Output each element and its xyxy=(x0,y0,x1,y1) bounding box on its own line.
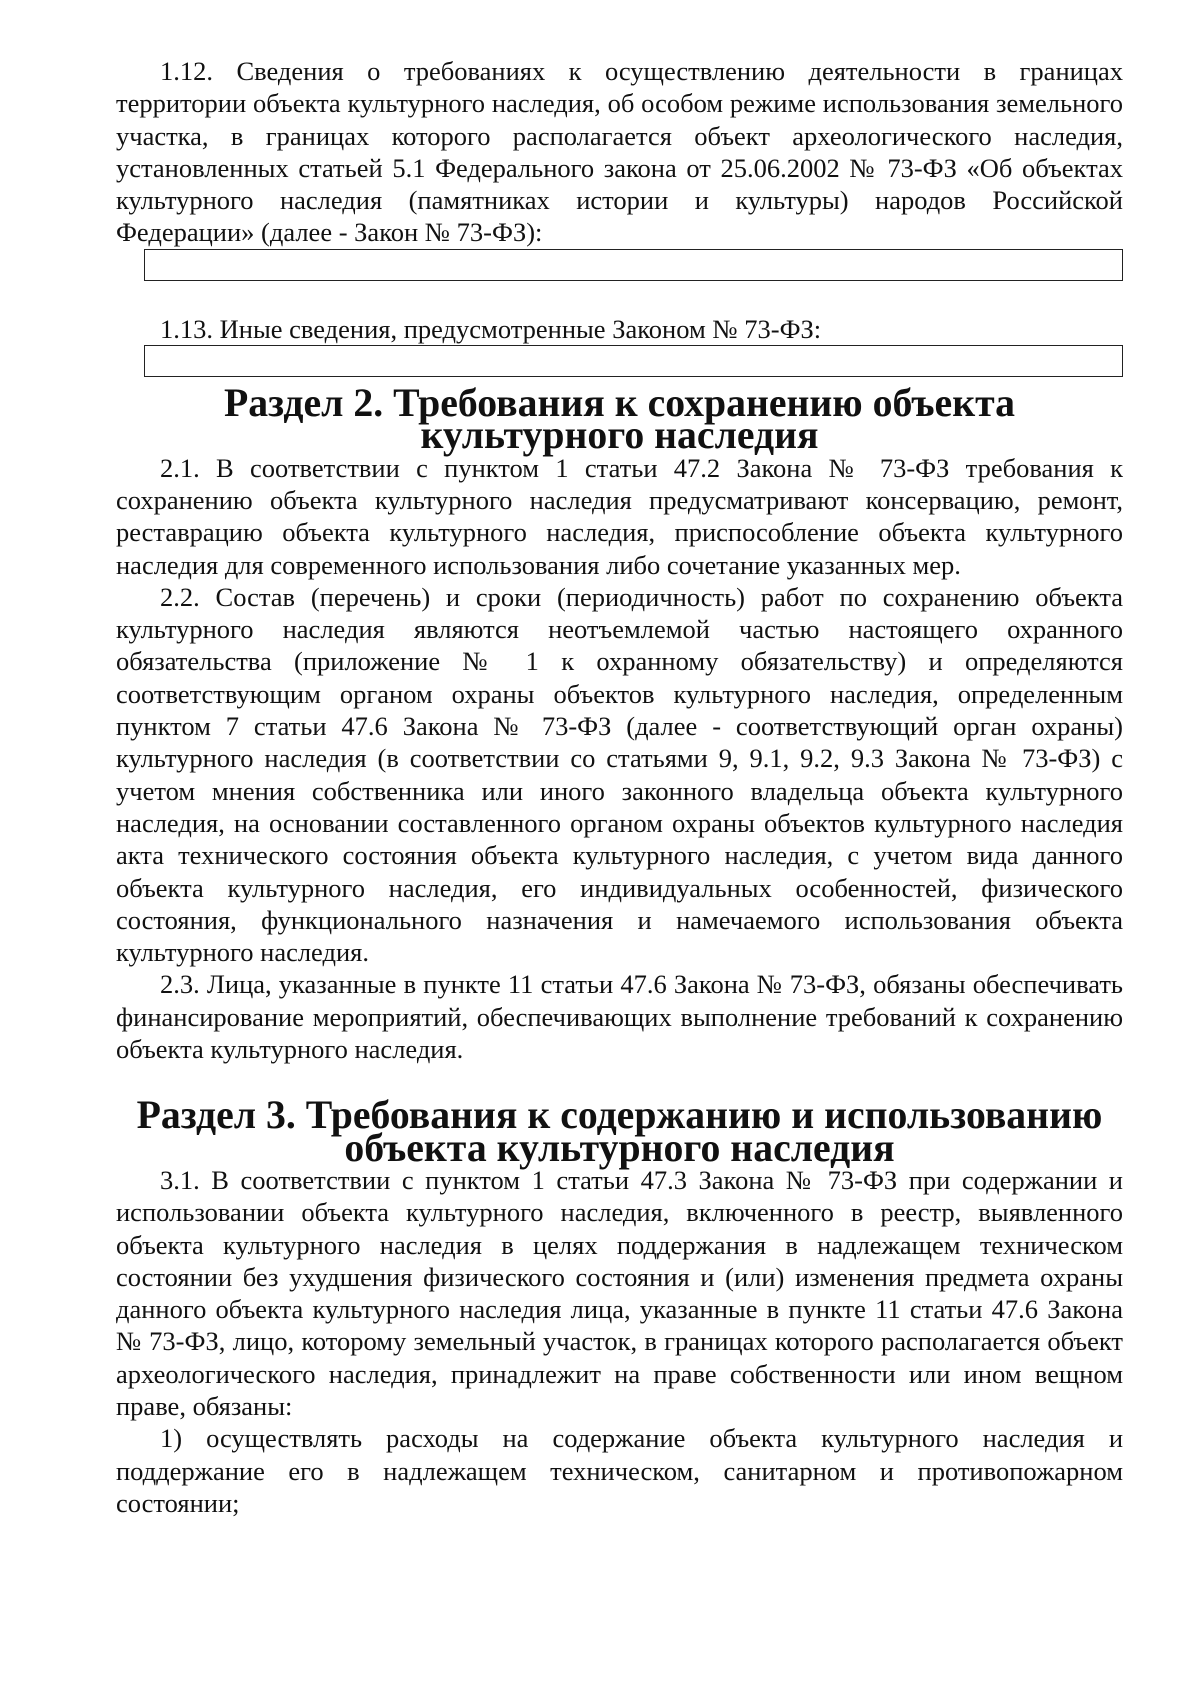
paragraph-1-13: 1.13. Иные сведения, предусмотренные Законом № 73-ФЗ: xyxy=(160,313,822,344)
paragraph-2-3: 2.3. Лица, указанные в пункте 11 статьи 47.6 Закона № 73-ФЗ, обязаны обеспечивать финансирование мероприятий, обеспечивающих выполнение требований к сохранению объекта культурного наследия. xyxy=(116,969,1123,1065)
paragraph-1-12: 1.12. Сведения о требованиях к осуществлению деятельности в границах территории объекта культурного наследия, об особом режиме использования земельного участка, в границах которого располагается объект археологического наследия, установленных статьей 5.1 Федерального закона от 25.06.2002 № 73-ФЗ «Об объектах культурного наследия (памятниках истории и культуры) народов Российской Федерации» (далее - Закон № 73-ФЗ): xyxy=(116,56,1123,248)
paragraph-3-1-1: 1) осуществлять расходы на содержание объекта культурного наследия и поддержание его в надлежащем техническом, санитарном и противопожарном состоянии; xyxy=(116,1423,1123,1518)
paragraph-2-2: 2.2. Состав (перечень) и сроки (периодичность) работ по сохранению объекта культурного наследия являются неотъемлемой частью настоящего охранного обязательства (приложение № 1 к охранному обязательству) и определяются соответствующим органом охраны объектов культурного наследия, определенным пунктом 7 статьи 47.6 Закона № 73-ФЗ (далее - соответствующий орган охраны) культурного наследия (в соответствии со статьями 9, 9.1, 9.2, 9.3 Закона № 73-ФЗ) с учетом мнения собственника или иного законного владельца объекта культурного наследия, на основании составленного органом охраны объектов культурного наследия акта технического состояния объекта культурного наследия, с учетом вида данного объекта культурного наследия, его индивидуальных особенностей, физического состояния, функционального назначения и намечаемого использования объекта культурного наследия. xyxy=(116,581,1123,968)
paragraph-2-1: 2.1. В соответствии с пунктом 1 статьи 47.2 Закона № 73-ФЗ требования к сохранению объекта культурного наследия предусматривают консервацию, ремонт, реставрацию объекта культурного наследия, приспособление объекта культурного наследия для современного использования либо сочетание указанных мер. xyxy=(116,452,1123,580)
spacer xyxy=(116,281,1123,313)
section-2-heading: Раздел 2. Требования к сохранению объекта культурного наследия xyxy=(224,381,1015,458)
field-box-1-12 xyxy=(144,249,1123,281)
section-3-heading: Раздел 3. Требования к содержанию и использованию объекта культурного наследия xyxy=(136,1093,1103,1170)
field-box-1-13 xyxy=(144,345,1123,377)
paragraph-3-1: 3.1. В соответствии с пунктом 1 статьи 47.3 Закона № 73-ФЗ при содержании и использовании объекта культурного наследия, включенного в реестр, выявленного объекта культурного наследия в целях поддержания в надлежащем техническом состоянии без ухудшения физического состояния и (или) изменения предмета охраны данного объекта культурного наследия лица, указанные в пункте 11 статьи 47.6 Закона № 73-ФЗ, лицо, которому земельный участок, в границах которого располагается объект археологического наследия, принадлежит на праве собственности или ином вещном праве, обязаны: xyxy=(116,1164,1123,1421)
